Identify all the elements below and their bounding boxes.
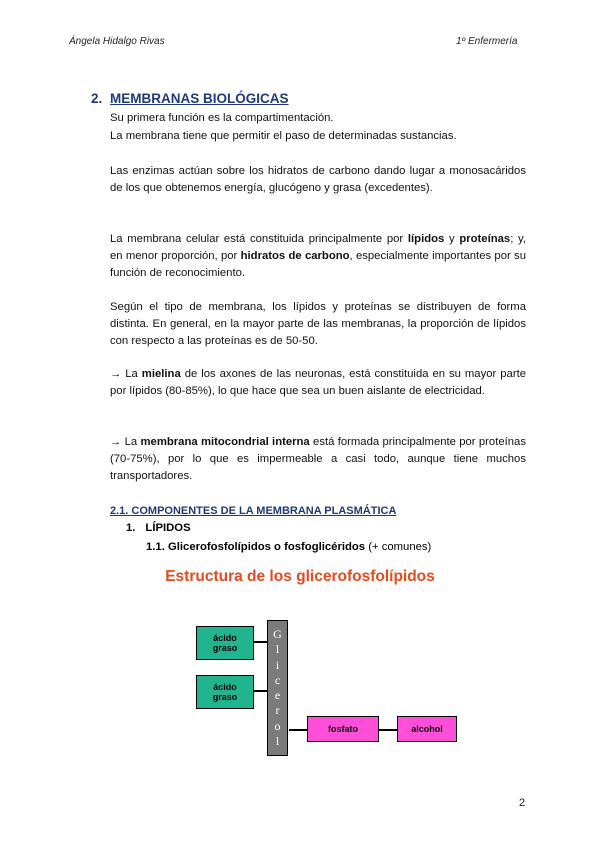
list-label: 1.1. Glicerofosfolípidos o fosfoglicéridos xyxy=(146,541,366,553)
list-item-lipidos xyxy=(126,522,191,534)
paragraph-7 xyxy=(110,434,526,485)
fatty-acid-box-2 xyxy=(196,675,254,709)
paragraph-3: Las enzimas actúan sobre los hidratos de carbono dando lugar a monosacáridos de los que obtenemos energía, glucógeno y grasa (excedentes). xyxy=(110,165,526,194)
glycerol-letter: c xyxy=(274,672,281,687)
figure-title: Estructura de los glicerofosfolípidos xyxy=(165,568,435,585)
alcohol-box: alcohol xyxy=(397,716,457,742)
bold-hidratos: hidratos de carbono xyxy=(240,250,350,262)
text-run: de los axones de las neuronas, está constituida en su mayor parte por lípidos (80-85%), lo que hace que sea un buen aislante de electricidad. xyxy=(110,368,527,397)
bold-membrana-mitocondrial: membrana mitocondrial interna xyxy=(140,436,310,448)
header-course: 1º Enfermería xyxy=(456,36,518,47)
box-label: ácido xyxy=(213,682,237,692)
text-run: → La xyxy=(110,368,142,380)
paragraph-5: Según el tipo de membrana, los lípidos y proteínas se distribuyen de forma distinta. En general, en la mayor parte de las membranas, la proporción de lípidos con respecto a las proteínas es de 50-50. xyxy=(110,301,526,347)
section-heading xyxy=(91,91,289,106)
fatty-acid-box-1 xyxy=(196,626,254,660)
connector-line xyxy=(289,729,307,731)
bold-lipidos: lípidos xyxy=(407,233,445,245)
glycerol-letter: l xyxy=(275,642,280,657)
glycerol-letter: i xyxy=(275,657,280,672)
paragraph-6 xyxy=(110,366,526,400)
list-label: LÍPIDOS xyxy=(145,522,191,534)
text-run: → La xyxy=(110,436,141,448)
bold-proteinas: proteínas xyxy=(459,233,511,245)
glycerol-column xyxy=(267,620,288,756)
text-run: , especialmente importantes por su función de reconocimiento. xyxy=(110,250,526,279)
glycerol-letter: o xyxy=(274,718,281,733)
section-title: MEMBRANAS BIOLÓGICAS xyxy=(110,91,289,106)
glycerol-letter: l xyxy=(275,733,280,748)
box-label: graso xyxy=(212,643,238,653)
connector-line xyxy=(378,729,397,731)
list-number: 1. xyxy=(126,522,136,534)
glycerol-letter: e xyxy=(274,688,281,703)
subsection-heading: 2.1. COMPONENTES DE LA MEMBRANA PLASMÁTICA xyxy=(110,505,397,517)
text-run: está formada principalmente por proteínas (70-75%), por lo que es impermeable a casi todo, aunque tiene muchos transportadores. xyxy=(110,436,526,482)
glycerol-letter: G xyxy=(273,627,282,642)
box-label: ácido xyxy=(213,633,237,643)
page-number: 2 xyxy=(519,797,526,809)
paragraph-1: Su primera función es la compartimentación. xyxy=(110,112,334,124)
list-note: (+ comunes) xyxy=(365,541,432,553)
section-number: 2. xyxy=(91,91,103,106)
list-item-glicerofosfolipidos xyxy=(146,541,431,553)
paragraph-4 xyxy=(110,231,526,282)
box-label: graso xyxy=(212,692,238,702)
connector-line xyxy=(253,641,267,643)
paragraph-2: La membrana tiene que permitir el paso de determinadas sustancias. xyxy=(110,130,457,142)
bold-mielina: mielina xyxy=(141,368,181,380)
header-author: Ángela Hidalgo Rivas xyxy=(69,36,165,47)
text-run: La membrana celular está constituida principalmente por xyxy=(110,233,408,245)
text-run: ; y, en menor proporción, por xyxy=(110,233,526,262)
glycerol-letter: r xyxy=(275,703,280,718)
phosphate-box: fosfato xyxy=(307,716,379,742)
text-run: y xyxy=(444,233,460,245)
connector-line xyxy=(253,690,267,692)
